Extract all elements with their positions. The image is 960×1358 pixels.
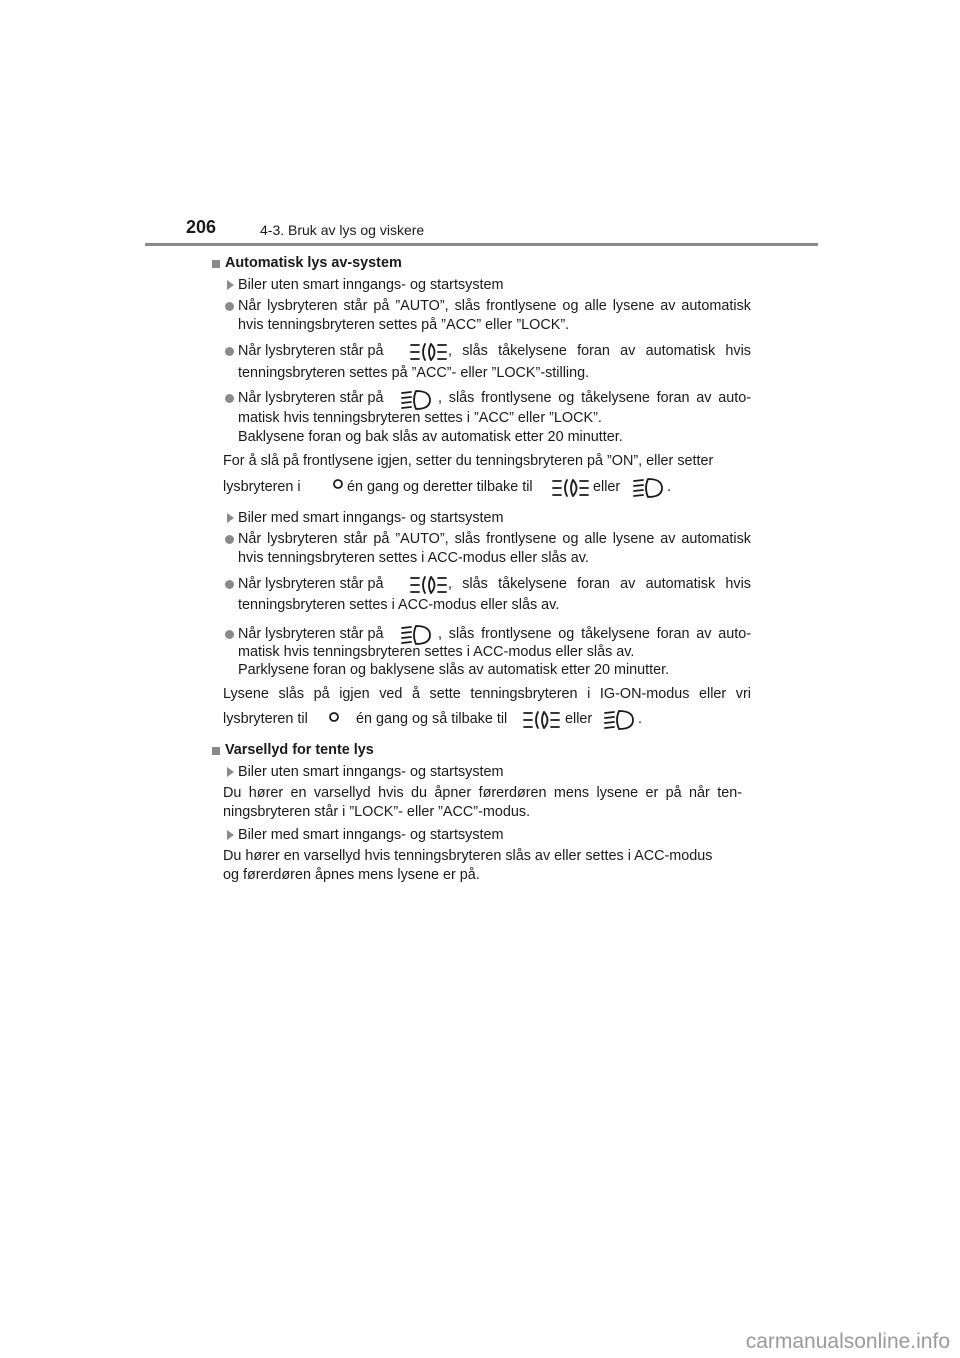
smart-label: Biler med smart inngangs- og startsystem: [238, 827, 504, 843]
reminder-paragraph-line1: Du hører en varsellyd hvis tenningsbryteren slås av eller settes i ACC-modus: [223, 848, 713, 864]
no-smart-label: Biler uten smart inngangs- og startsystem: [238, 764, 504, 780]
headlight-paragraph-line3: Parklysene foran og baklysene slås av automatisk etter 20 minutter.: [238, 662, 670, 678]
list-bullet: [225, 347, 234, 356]
restore-paragraph-line1: Lysene slås på igjen ved å sette tenningsbryteren i IG-ON-modus eller vri: [223, 686, 751, 702]
headlight-paragraph-line2: matisk hvis tenningsbryteren settes i ACC-modus eller slås av.: [238, 644, 635, 660]
headlight-paragraph-end: , slås frontlysene og tåkelysene foran av auto-: [438, 390, 751, 406]
list-bullet: [225, 630, 234, 639]
heading-bullet: [212, 747, 220, 755]
headlight-icon: [632, 477, 666, 499]
restore-text-c: eller: [593, 479, 621, 495]
headlight-paragraph-line3: Baklysene foran og bak slås av automatisk etter 20 minutter.: [238, 429, 623, 445]
light-off-icon: [328, 711, 340, 723]
no-smart-label: Biler uten smart inngangs- og startsystem: [238, 277, 504, 293]
heading-bullet: [212, 260, 220, 268]
restore-text-d: .: [667, 479, 671, 495]
subsection-arrow: [227, 830, 234, 840]
list-bullet: [225, 580, 234, 589]
front-fog-light-icon: [409, 574, 449, 596]
section-title: 4-3. Bruk av lys og viskere: [260, 222, 425, 238]
list-bullet: [225, 302, 234, 311]
subsection-arrow: [227, 767, 234, 777]
headlight-paragraph-start: Når lysbryteren står på: [238, 626, 384, 642]
restore-text-b: én gang og deretter tilbake til: [347, 479, 533, 495]
light-off-icon: [332, 478, 344, 490]
headlight-icon: [400, 389, 434, 411]
list-bullet: [225, 535, 234, 544]
fog-paragraph-line2: tenningsbryteren settes på ”ACC”- eller ”LOCK”-stilling.: [238, 365, 590, 381]
reminder-heading: Varsellyd for tente lys: [225, 742, 374, 758]
headlight-paragraph-start: Når lysbryteren står på: [238, 390, 384, 406]
header-divider: [145, 243, 818, 246]
page-number: 206: [186, 217, 217, 237]
headlight-icon: [603, 709, 637, 731]
restore-text-a: lysbryteren i: [223, 479, 301, 495]
fog-paragraph-start: Når lysbryteren står på: [238, 576, 384, 592]
restore-text-c: eller: [565, 711, 593, 727]
front-fog-light-icon: [522, 709, 562, 731]
subsection-arrow: [227, 280, 234, 290]
reminder-paragraph-line1: Du hører en varsellyd hvis du åpner førerdøren mens lysene er på når ten-: [223, 785, 742, 801]
reminder-paragraph-line2: ningsbryteren står i ”LOCK”- eller ”ACC”-modus.: [223, 804, 531, 820]
front-fog-light-icon: [551, 477, 591, 499]
auto-off-heading: Automatisk lys av-system: [225, 255, 402, 271]
fog-paragraph-line2: tenningsbryteren settes i ACC-modus eller slås av.: [238, 597, 560, 613]
reminder-paragraph-line2: og førerdøren åpnes mens lysene er på.: [223, 867, 480, 883]
auto-paragraph-line1: Når lysbryteren står på ”AUTO”, slås frontlysene og alle lysene av automatisk: [238, 531, 751, 547]
restore-text-b: én gang og så tilbake til: [356, 711, 508, 727]
smart-label: Biler med smart inngangs- og startsystem: [238, 510, 504, 526]
restore-text-a: lysbryteren til: [223, 711, 308, 727]
footer-watermark: carmanualsonline.info: [745, 1330, 950, 1353]
auto-paragraph-line1: Når lysbryteren står på ”AUTO”, slås frontlysene og alle lysene av automatisk: [238, 298, 751, 314]
headlight-paragraph-end: , slås frontlysene og tåkelysene foran av auto-: [438, 626, 751, 642]
front-fog-light-icon: [409, 341, 449, 363]
restore-paragraph-line1: For å slå på frontlysene igjen, setter du tenningsbryteren på ”ON”, eller setter: [223, 453, 714, 469]
restore-text-d: .: [638, 711, 642, 727]
headlight-paragraph-line2: matisk hvis tenningsbryteren settes i ”ACC” eller ”LOCK”.: [238, 410, 602, 426]
subsection-arrow: [227, 513, 234, 523]
fog-paragraph-end: , slås tåkelysene foran av automatisk hvis: [448, 343, 751, 359]
list-bullet: [225, 394, 234, 403]
auto-paragraph-line2: hvis tenningsbryteren settes i ACC-modus eller slås av.: [238, 550, 589, 566]
auto-paragraph-line2: hvis tenningsbryteren settes på ”ACC” eller ”LOCK”.: [238, 317, 570, 333]
fog-paragraph-end: , slås tåkelysene foran av automatisk hvis: [448, 576, 751, 592]
fog-paragraph-start: Når lysbryteren står på: [238, 343, 384, 359]
